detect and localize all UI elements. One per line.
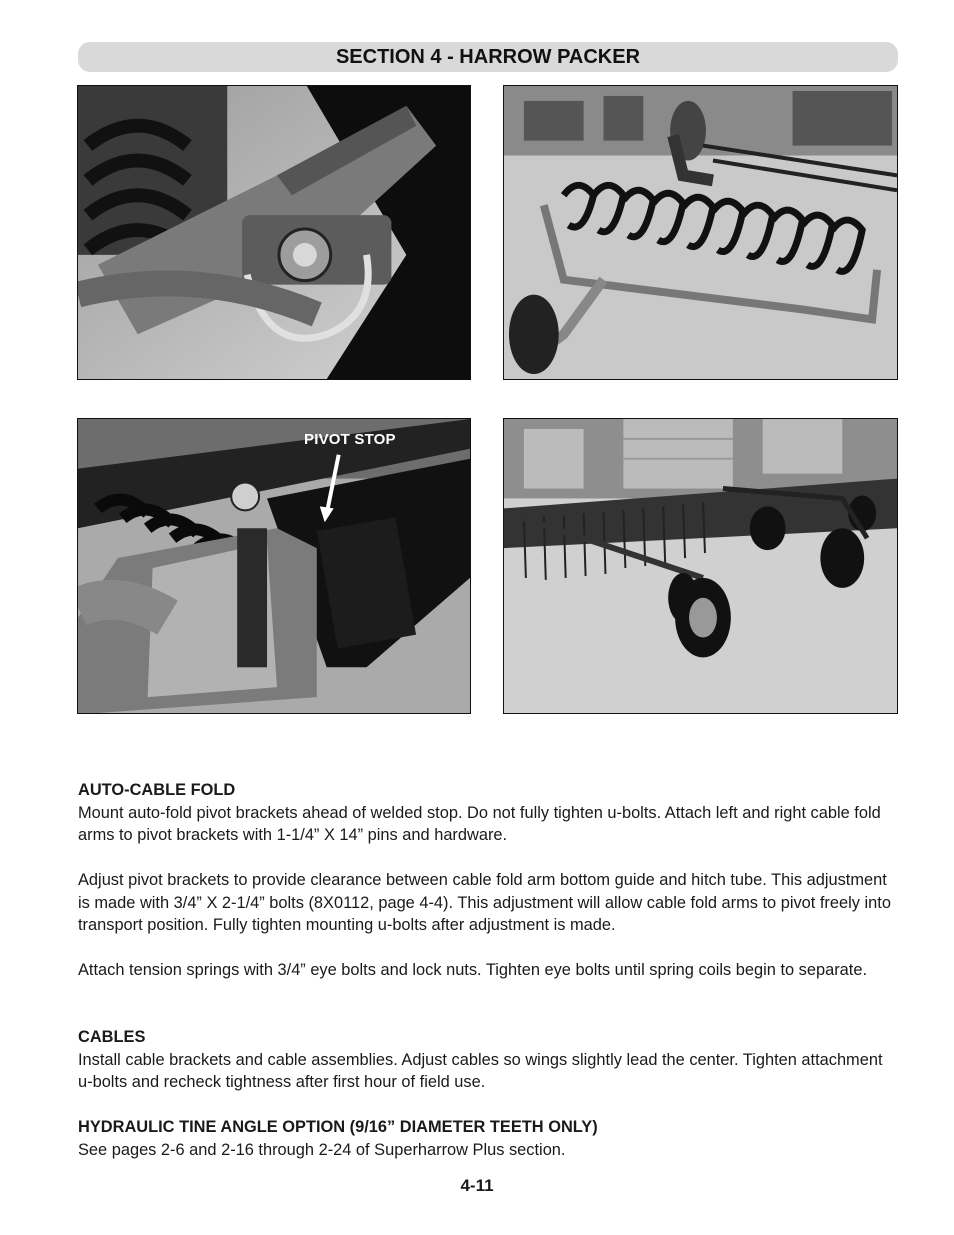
cables-paragraph: Install cable brackets and cable assemblies. Adjust cables so wings slightly lead the center. Tighten attachment u-bolts and recheck tightness after first hour of field use. (78, 1050, 883, 1092)
tension-springs-section (78, 959, 900, 982)
auto-cable-fold-paragraph-3: Attach tension springs with 3/4” eye bolts and lock nuts. Tighten eye bolts until spring coils begin to separate. (78, 961, 868, 979)
auto-cable-fold-paragraph-2: Adjust pivot brackets to provide clearance between cable fold arm bottom guide and hitch tube. This adjustment is made with 3/4” X 2-1/4” bolts (8X0112, page 4-4). This adjustment will allow cable fold arms to pivot freely into transport position. Fully tighten mounting u-bolts after adjustment is made. (78, 871, 891, 935)
photo-harrow-field (503, 418, 898, 714)
section-header (78, 42, 898, 72)
auto-cable-fold-section (78, 779, 900, 847)
cables-section (78, 1026, 900, 1094)
hydraulic-paragraph: See pages 2-6 and 2-16 through 2-24 of Superharrow Plus section. (78, 1140, 566, 1159)
section-title: SECTION 4 - HARROW PACKER (335, 46, 641, 68)
adjust-pivot-section (78, 869, 900, 937)
hydraulic-section (78, 1116, 900, 1161)
auto-cable-fold-paragraph-1: Mount auto-fold pivot brackets ahead of welded stop. Do not fully tighten u-bolts. Attach left and right cable fold arms to pivot brackets with 1-1/4” X 14” pins and hardware. (78, 803, 881, 845)
photo-pivot-stop (77, 418, 471, 714)
photo-bracket-closeup (77, 85, 471, 380)
cables-heading: CABLES (78, 1028, 146, 1046)
page-number: 4-11 (460, 1176, 494, 1195)
hydraulic-heading: HYDRAULIC TINE ANGLE OPTION (9/16” DIAMETER TEETH ONLY) (78, 1118, 598, 1136)
auto-cable-fold-heading: AUTO-CABLE FOLD (78, 781, 236, 799)
pivot-stop-label: PIVOT STOP (304, 431, 396, 448)
photo-packer-assembly (503, 85, 898, 380)
